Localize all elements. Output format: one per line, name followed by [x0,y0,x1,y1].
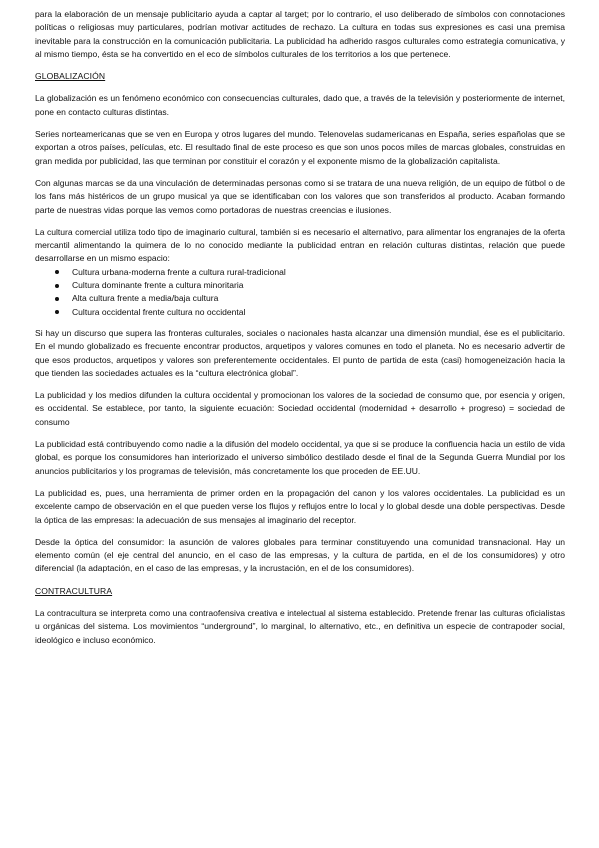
list-item: Alta cultura frente a media/baja cultura [72,292,565,305]
paragraph-globalizacion-definition: La globalización es un fenómeno económico con consecuencias culturales, dado que, a través de la televisión y posteriormente de internet, pone en contacto culturas distintas. [35,93,565,117]
paragraph-western-culture: La publicidad y los medios difunden la cultura occidental y promocionan los valores de la sociedad de consumo que, por esencia y origen, es occidental. Se establece, por tanto, la siguiente ecuación: Sociedad occidental (modernidad + desarrollo + progreso) = sociedad de consumo [35,390,565,427]
paragraph-series-examples: Series norteamericanas que se ven en Europa y otros lugares del mundo. Telenovelas sudamericanas en España, series españolas que se exportan a otros países, películas, etc. El resultado final de este proceso es que son unos pocos miles de marcas globales, construidas en gran medida por publicidad, las que terminan por constituir el corazón y el exponente mismo de la globalización capitalista. [35,129,565,166]
list-item: Cultura dominante frente a cultura minoritaria [72,279,565,292]
paragraph-intro-continued: para la elaboración de un mensaje publicitario ayuda a captar al target; por lo contrario, el uso deliberado de símbolos con connotaciones políticas o religiosas muy particulares, podrían motivar actitudes de rechazo. La cultura en todas sus expresiones es casi una premisa inevitable para la construcción en la comunicación publicitaria. La publicidad ha adherido rasgos culturales como estrategia comunicativa, y al mismo tiempo, ésta se ha convertido en el eco de símbolos culturales de los territorios a los que pertenece. [35,9,565,59]
list-item: Cultura urbana-moderna frente a cultura rural-tradicional [72,266,565,279]
paragraph-brands-religion: Con algunas marcas se da una vinculación de determinadas personas como si se tratara de una nueva religión, de un equipo de fútbol o de los fans más histéricos de un grupo musical ya que se identificaban con los valores que son transferidos al producto. Acaban formando parte de nuestras vidas porque las vemos como portadoras de nuestras creencias e ilusiones. [35,177,565,215]
culture-contrast-list [35,266,565,319]
paragraph-western-model: La publicidad está contribuyendo como nadie a la difusión del modelo occidental, ya que si se produce la confluencia hacia un estilo de vida global, es porque los consumidores han interiorizado el universo simbólico destilado desde el final de la Segunda Guerra Mundial por los anuncios publicitarios y los programas de televisión, más concretamente los que proceden de EE.UU. [35,439,565,476]
section-heading-globalizacion: GLOBALIZACIÓN [35,71,106,82]
section-heading-contracultura: CONTRACULTURA [35,585,113,596]
list-item: Cultura occidental frente cultura no occidental [72,306,565,319]
paragraph-global-discourse: Si hay un discurso que supera las fronteras culturales, sociales o nacionales hasta alcanzar una dimensión mundial, ése es el publicitario. En el mundo globalizado es frecuente encontrar productos, arquetipos y valores comunes en todo el planeta. No es necesario advertir de que esos productos, arquetipos y valores son preferentemente occidentales. El punto de partida de esta (casi) homogeneización hacia la que tienden las sociedades actuales es la “cultura electrónica global”. [35,327,565,378]
paragraph-advertising-tool: La publicidad es, pues, una herramienta de primer orden en la propagación del canon y los valores occidentales. La publicidad es un excelente campo de observación en el que pueden verse los flujos y reflujos entre lo local y lo global desde una doble perspectivas. Desde la óptica de las empresas: la adecuación de sus mensajes al imaginario del receptor. [35,487,565,525]
paragraph-contracultura-definition: La contracultura se interpreta como una contraofensiva creativa e intelectual al sistema establecido. Pretende frenar las culturas oficialistas u orgánicas del sistema. Los movimientos “underground”, lo marginal, lo alternativo, etc., en definitiva un especie de contrapoder social, ideológico e incluso económico. [35,607,565,645]
document-page [35,8,565,656]
paragraph-consumer-perspective: Desde la óptica del consumidor: la asunción de valores globales para terminar constituyendo una comunidad transnacional. Hay un elemento común (el eje central del anuncio, en el caso de las empresas, y la cultura de partida, en el de los consumidores) y otro diferencial (la adaptación, en el caso de las empresas, y la incrustación, en el de los consumidores). [35,536,565,574]
paragraph-commercial-culture: La cultura comercial utiliza todo tipo de imaginario cultural, también si es necesario el alternativo, para alimentar los engranajes de la oferta mercantil alimentando la quimera de lo no conocido mediante la publicidad entran en relación culturas distintas, relación que puede desarrollarse en un mismo espacio: [35,226,565,264]
